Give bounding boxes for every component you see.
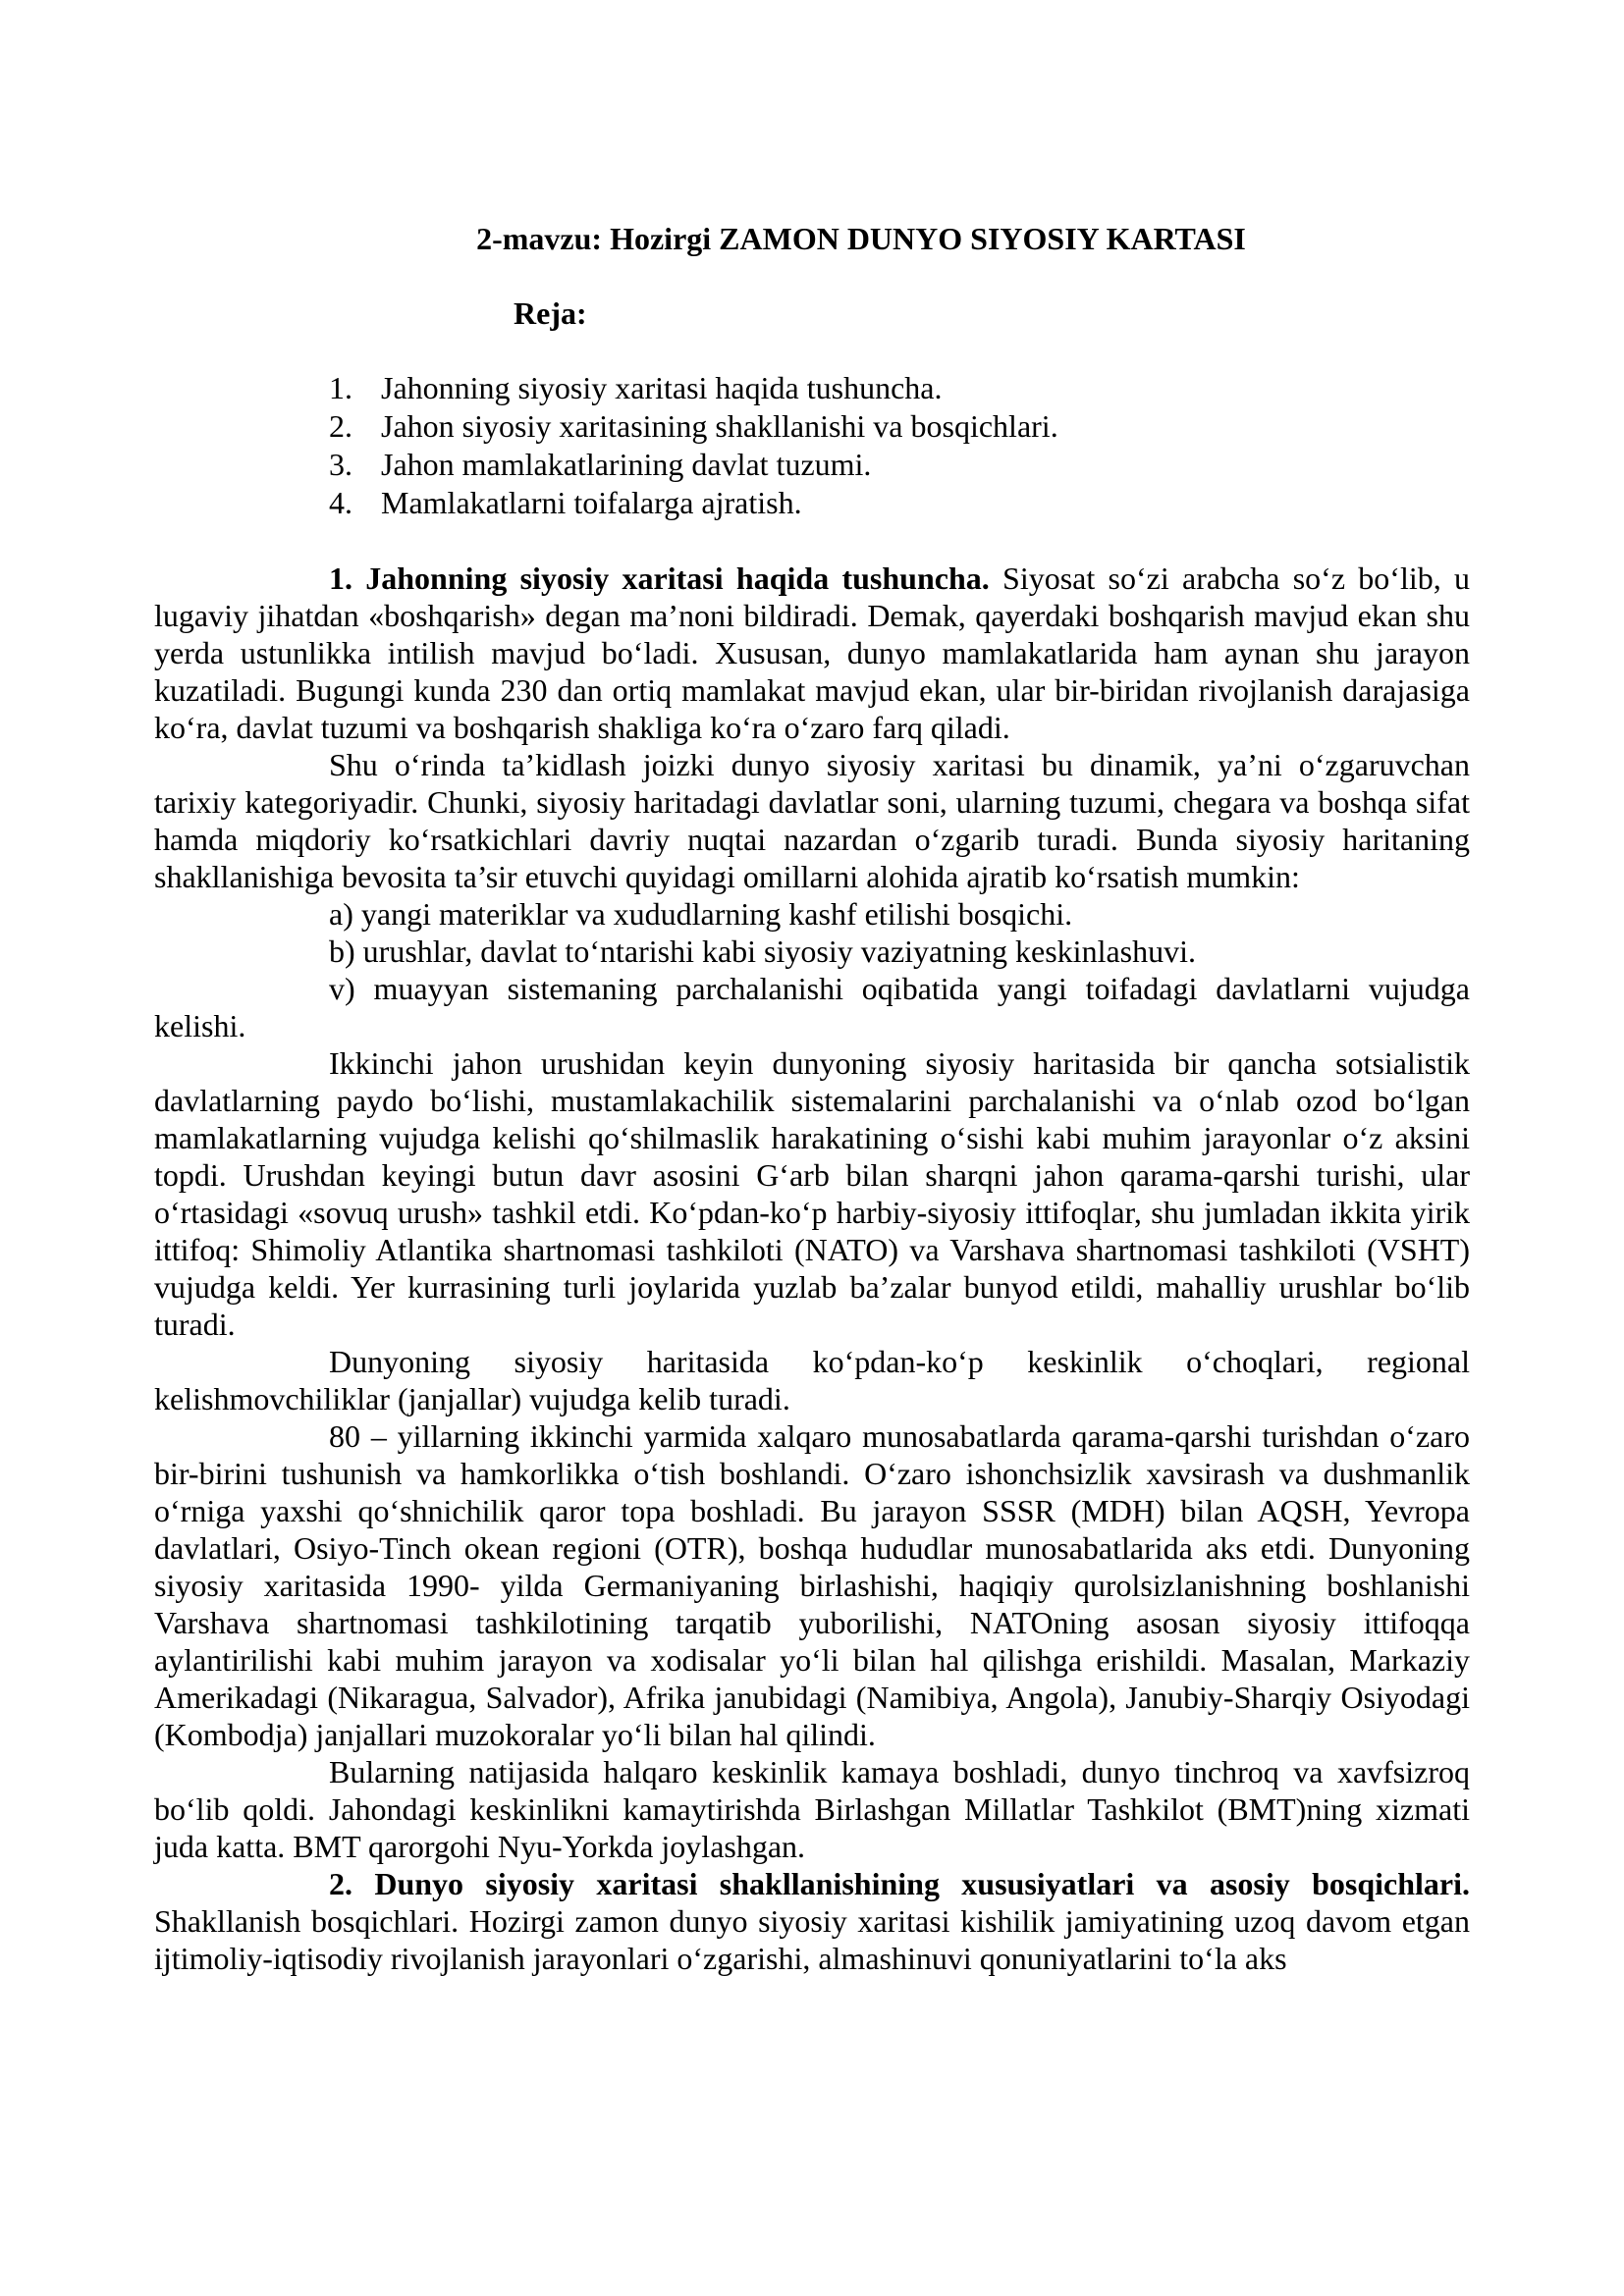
paragraph-8-text: 80 – yillarning ikkinchi yarmida xalqaro munosabatlarda qarama-qarshi turishdan o‘zaro bir-birini tushunish va hamkorlikka o‘tish boshlandi. O‘zaro ishonchsizlik xavsirash va dushmanlik o‘rniga yaxshi qo‘shnichilik qaror topa boshladi. Bu jarayon SSSR (MDH) bilan AQSH, Yevropa davlatlari, Osiyo-Tinch okean regioni (OTR), boshqa hududlar munosabatlarida aks etdi. Dunyoning siyosiy xaritasida 1990- yilda Germaniyaning birlashishi, haqiqiy qurolsizlanishning boshlanishi Varshava shartnomasi tashkilotining tarqatib yuborilishi, NATOning asosan siyosiy ittifoqqa aylantirilishi kabi muhim jarayon va xodisalar yo‘li bilan hal qilishga erishildi. Masalan, Markaziy Amerikadagi (Nikaragua, Salvador), Afrika janubidagi (Namibiya, Angola), Janubiy-Sharqiy Osiyodagi (Kombodja) janjallari muzokoralar yo‘li bilan hal qilindi. <box>154 1418 1470 1752</box>
paragraph-5-item-v <box>154 970 1470 1044</box>
plan-item-2-number: 2. <box>329 408 352 444</box>
paragraph-9-text: Bularning natijasida halqaro keskinlik kamaya boshladi, dunyo tinchroq va xavfsizroq bo‘lib qoldi. Jahondagi keskinlikni kamaytirishda Birlashgan Millatlar Tashkilot (BMT)ning xizmati juda katta. BMT qarorgohi Nyu-Yorkda joylashgan. <box>154 1754 1470 1864</box>
paragraph-1-text: Siyosat so‘zi arabcha so‘z bo‘lib, u lugaviy jihatdan «boshqarish» degan ma’noni bildiradi. Demak, qayerdaki boshqarish mavjud ekan shu yerda ustunlikka intilish mavjud bo‘ladi. Xususan, dunyo mamlakatlarida ham aynan shu jarayon kuzatiladi. Bugungi kunda 230 dan ortiq mamlakat mavjud ekan, ular bir-biridan rivojlanish darajasiga ko‘ra, davlat tuzumi va boshqarish shakliga ko‘ra o‘zaro farq qiladi. <box>154 561 1471 745</box>
paragraph-10-text: Shakllanish bosqichlari. Hozirgi zamon dunyo siyosiy xaritasi kishilik jamiyatining uzoq davom etgan ijtimoliy-iqtisodiy rivojlanish jarayonlari o‘zgarishi, almashinuvi qonuniyatlarini to‘la aks <box>154 1903 1470 1976</box>
plan-item-2-label: Jahon siyosiy xaritasining shakllanishi va bosqichlari. <box>381 408 1058 444</box>
plan-item-4 <box>154 484 1470 522</box>
plan-item-3-label: Jahon mamlakatlarining davlat tuzumi. <box>381 447 872 482</box>
plan-item-1 <box>154 369 1470 407</box>
paragraph-3-text: a) yangi materiklar va xududlarning kashf etilishi bosqichi. <box>329 896 1073 932</box>
paragraph-7 <box>154 1343 1470 1417</box>
plan-item-2 <box>154 407 1470 446</box>
paragraph-1-lead: 1. Jahonning siyosiy xaritasi haqida tushuncha. <box>329 561 990 596</box>
plan-item-1-label: Jahonning siyosiy xaritasi haqida tushuncha. <box>381 370 943 405</box>
plan-item-3 <box>154 446 1470 484</box>
plan-item-3-number: 3. <box>329 447 352 482</box>
document-title: 2-mavzu: Hozirgi ZAMON DUNYO SIYOSIY KARTASI <box>476 221 1246 256</box>
paragraph-10-lead: 2. Dunyo siyosiy xaritasi shakllanishining xususiyatlari va asosiy bosqichlari. <box>329 1866 1470 1901</box>
paragraph-6-text: Ikkinchi jahon urushidan keyin dunyoning siyosiy haritasida bir qancha sotsialistik davlatlarning paydo bo‘lishi, mustamlakachilik sistemalarini parchalanishi va o‘nlab ozod bo‘lgan mamlakatlarning vujudga kelishi qo‘shilmaslik harakatining o‘sishi kabi muhim jarayonlar o‘z aksini topdi. Urushdan keyingi butun davr asosini G‘arb bilan sharqni jahon qarama-qarshi turishi, ular o‘rtasidagi «sovuq urush» tashkil etdi. Ko‘pdan-ko‘p harbiy-siyosiy ittifoqlar, shu jumladan ikkita yirik ittifoq: Shimoliy Atlantika shartnomasi tashkiloti (NATO) va Varshava shartnomasi tashkiloti (VSHT) vujudga keldi. Yer kurrasining turli joylarida yuzlab ba’zalar bunyod etildi, mahalliy urushlar bo‘lib turadi. <box>154 1045 1470 1342</box>
paragraph-4-item-b <box>154 933 1470 970</box>
paragraph-7-text: Dunyoning siyosiy haritasida ko‘pdan-ko‘p keskinlik o‘choqlari, regional kelishmovchiliklar (janjallar) vujudga kelib turadi. <box>154 1344 1470 1416</box>
plan-item-4-label: Mamlakatlarni toifalarga ajratish. <box>381 485 802 520</box>
paragraph-6 <box>154 1044 1470 1343</box>
document-body <box>154 560 1470 1977</box>
paragraph-1 <box>154 560 1470 746</box>
paragraph-4-text: b) urushlar, davlat to‘ntarishi kabi siyosiy vaziyatning keskinlashuvi. <box>329 934 1196 969</box>
plan-item-4-number: 4. <box>329 485 352 520</box>
paragraph-2 <box>154 746 1470 895</box>
paragraph-9 <box>154 1753 1470 1865</box>
paragraph-10 <box>154 1865 1470 1977</box>
paragraph-5-text: v) muayyan sistemaning parchalanishi oqibatida yangi toifadagi davlatlarni vujudga kelishi. <box>154 971 1470 1043</box>
plan-item-1-number: 1. <box>329 370 352 405</box>
paragraph-2-text: Shu o‘rinda ta’kidlash joizki dunyo siyosiy xaritasi bu dinamik, ya’ni o‘zgaruvchan tarixiy kategoriyadir. Chunki, siyosiy haritadagi davlatlar soni, ularning tuzumi, chegara va boshqa sifat hamda miqdoriy ko‘rsatkichlari davriy nuqtai nazardan o‘zgarib turadi. Bunda siyosiy haritaning shakllanishiga bevosita ta’sir etuvchi quyidagi omillarni alohida ajratib ko‘rsatish mumkin: <box>154 747 1470 894</box>
plan-heading: Reja: <box>514 295 587 331</box>
paragraph-8 <box>154 1417 1470 1753</box>
plan-list <box>154 369 1470 522</box>
paragraph-3-item-a <box>154 895 1470 933</box>
